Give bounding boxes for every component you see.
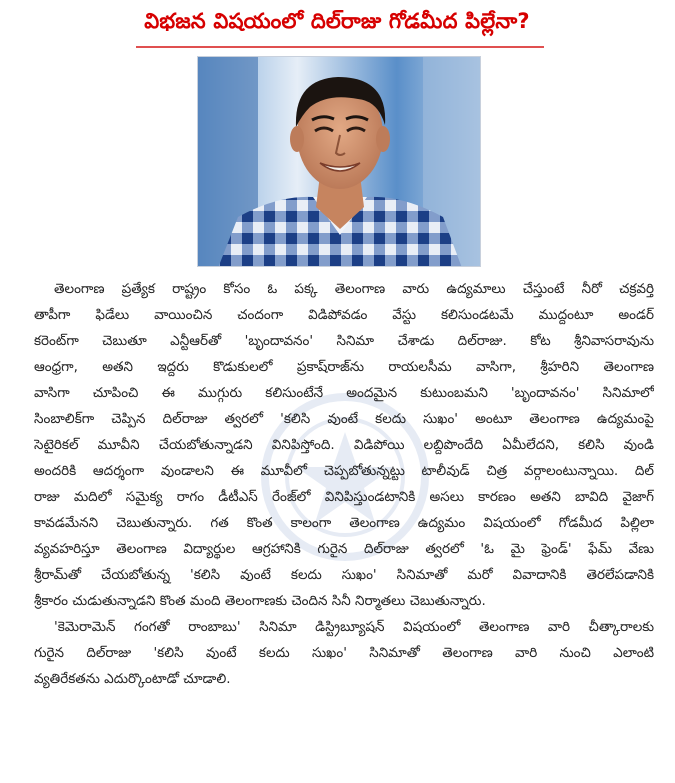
article-line: శ్రీరామ్‌తో చేయబోతున్న 'కలిసి వుంటే కలదు సుఖం' సినిమాతో మరో వివాదానికి తెరలేపడానికి — [34, 567, 654, 583]
article-photo — [197, 56, 481, 267]
article-line: ఆంధ్రగా, అతని ఇద్దరు కొడుకులలో ప్రకాష్‌రాజ్‌ను రాయలసీమ వాసిగా, శ్రీహరిని తెలంగాణ — [34, 359, 654, 375]
article-line: అందరికి ఆదర్శంగా వుండాలని ఈ మూవీలో చెప్పబోతున్నట్టు టాలీవుడ్ చిత్ర వర్గాలంటున్నాయి. దిల్ — [34, 463, 654, 479]
article-line: శ్రీకారం చుడుతున్నాడని కొంత మంది తెలంగాణకు చెందిన సినీ నిర్మాతలు చెబుతున్నారు. — [34, 593, 486, 609]
article-line: 'కెమెరామెన్ గంగతో రాంబాబు' సినిమా డిస్ట్రిబ్యూషన్ విషయంలో తెలంగాణ వారి చీత్కారాలకు — [54, 619, 654, 635]
headline-underline — [136, 46, 544, 48]
person-photo-icon — [198, 57, 481, 267]
article-line: తెలంగాణ ప్రత్యేక రాష్ట్రం కోసం ఓ పక్క తెలంగాణ వారు ఉద్యమాలు చేస్తుంటే నీరో చక్రవర్తి — [54, 281, 654, 297]
article-line: తాపీగా ఫిడేలు వాయించిన చందంగా విడిపోవడం వేస్టు కలిసుండటమే ముద్దంటూ అండర్ — [34, 307, 654, 323]
article-body — [34, 276, 654, 692]
article-line: గురైన దిల్‌రాజు 'కలిసి వుంటే కలదు సుఖం' సినిమాతో తెలంగాణ వారి నుంచి ఎలాంటి — [34, 645, 654, 661]
article-line: రాజు మదిలో సమైక్య రాగం డీటీఎస్ రేంజ్‌లో వినిపిస్తుండటానికి అసలు కారణం అతని బావిది వైజాగ్ — [34, 489, 654, 505]
article-line: సెటైరికల్ మూవీని చేయబోతున్నాడని వినిపిస్తోంది. విడిపోయి లబ్దిపొందేది ఏమీలేదని, కలిసి వుండి — [34, 437, 654, 453]
article-line: కావడమేనని చెబుతున్నారు. గత కొంత కాలంగా తెలంగాణ ఉద్యమం విషయంలో గోడమీద పిల్లిలా — [34, 515, 654, 531]
article-line: వాసిగా చూపించి ఈ ముగ్గురు కలిసుంటేనే అందమైన కుటుంబమని 'బృందావనం' సినిమాలో — [34, 385, 654, 401]
article-line: వ్యతిరేకతను ఎదుర్కొంటాడో చూడాలి. — [34, 671, 231, 687]
article-line: వ్యవహరిస్తూ తెలంగాణ విద్యార్థుల ఆగ్రహానికి గురైన దిల్‌రాజు త్వరలో 'ఓ మై ఫ్రెండ్' ఫేమ్ వేణు — [34, 541, 654, 557]
headline: విభజన విషయంలో దిల్‌రాజు గోడమీద పిల్లేనా? — [144, 9, 530, 33]
article-line: కరెంట్‌గా చెబుతూ ఎన్టీఆర్‌తో 'బృందావనం' సినిమా చేశాడు దిల్‌రాజు. కోట శ్రీనివాసరావును — [34, 333, 654, 349]
article-line: సింబాలిక్‌గా చెప్పిన దిల్‌రాజు త్వరలో 'కలిసి వుంటే కలదు సుఖం' అంటూ తెలంగాణ ఉద్యమంపై — [34, 411, 654, 427]
